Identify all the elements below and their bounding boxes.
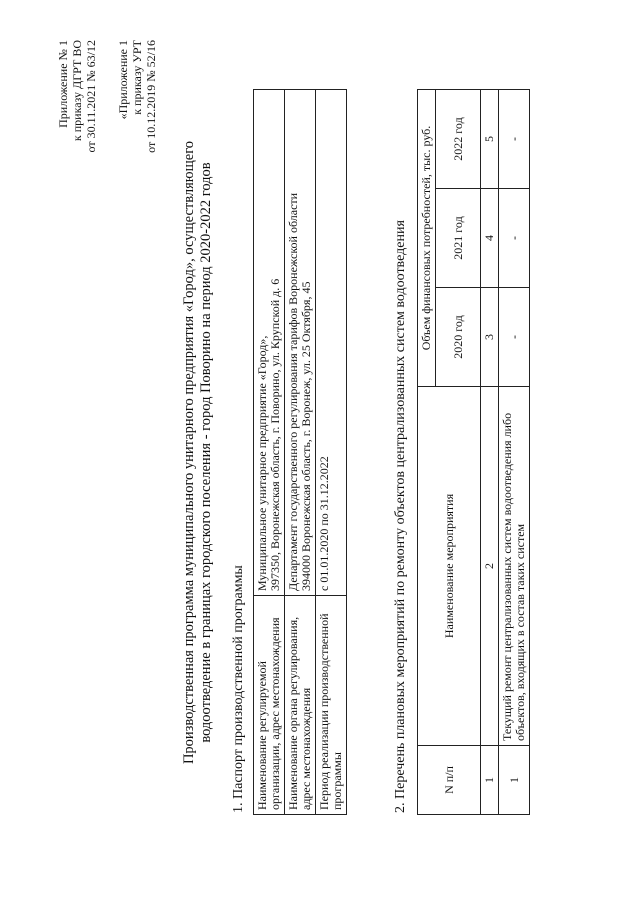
table-index-row: [481, 90, 499, 815]
document-title-line-1: Производственная программа муниципального унитарного предприятия «Город», осуществляющего: [181, 140, 197, 765]
plan-table: [417, 89, 530, 815]
plan-row-value-2021: -: [499, 189, 530, 288]
document-title: [181, 0, 215, 905]
appendix-original-line-1: «Приложение 1: [116, 40, 130, 120]
plan-row-name: Текущий ремонт централизованных систем водоотведения либо объектов, входящих в состав таких систем: [499, 387, 530, 746]
plan-col-cost: Объем финансовых потребностей, тыс. руб.: [418, 90, 436, 387]
appendix-current: [56, 40, 98, 152]
table-row: [285, 90, 316, 815]
plan-col-number: N п/п: [418, 746, 481, 815]
plan-year-2021: 2021 год: [436, 189, 481, 288]
appendix-original-line-3: от 10.12.2019 № 52/16: [144, 40, 158, 153]
passport-key-period: Период реализации производственной программы: [316, 596, 347, 815]
passport-key-regulator: Наименование органа регулирования, адрес местонахождения: [285, 596, 316, 815]
table-row: [316, 90, 347, 815]
plan-row-value-2020: -: [499, 288, 530, 387]
plan-index-cell: 5: [481, 90, 499, 189]
plan-year-2022: 2022 год: [436, 90, 481, 189]
appendix-current-line-2: к приказу ДГРТ ВО: [70, 40, 84, 142]
plan-year-2020: 2020 год: [436, 288, 481, 387]
plan-row-number: 1: [499, 746, 530, 815]
appendix-original: [116, 40, 158, 153]
plan-index-cell: 3: [481, 288, 499, 387]
plan-index-cell: 4: [481, 189, 499, 288]
passport-value-regulator: Департамент государственного регулирования тарифов Воронежской области 394000 Воронежская область, г. Воронеж, ул. 25 Октября, 45: [285, 90, 316, 596]
appendix-current-line-1: Приложение № 1: [56, 40, 70, 128]
passport-table: [253, 89, 347, 815]
plan-index-cell: 1: [481, 746, 499, 815]
table-row: [254, 90, 285, 815]
plan-heading: 2. Перечень плановых мероприятий по ремонту объектов централизованных систем водоотведения: [393, 220, 408, 813]
passport-value-period: с 01.01.2020 по 31.12.2022: [316, 90, 347, 596]
passport-value-organization: Муниципальное унитарное предприятие «Город», 397350, Воронежская область, г. Поворино, ул. Крупской д. 6: [254, 90, 285, 596]
passport-heading: 1. Паспорт производственной программы: [231, 565, 246, 813]
appendix-original-line-2: к приказу УРТ: [130, 40, 144, 115]
table-row: [499, 90, 530, 815]
plan-index-cell: 2: [481, 387, 499, 746]
plan-row-value-2022: -: [499, 90, 530, 189]
appendix-current-line-3: от 30.11.2021 № 63/12: [84, 40, 98, 153]
plan-col-name: Наименование мероприятия: [418, 387, 481, 746]
document-title-line-2: водоотведение в границах городского поселения - город Поворино на период 2020-2022 годов: [198, 162, 214, 743]
table-header-row: [418, 90, 436, 815]
passport-key-organization: Наименование регулируемой организации, адрес местонахождения: [254, 596, 285, 815]
